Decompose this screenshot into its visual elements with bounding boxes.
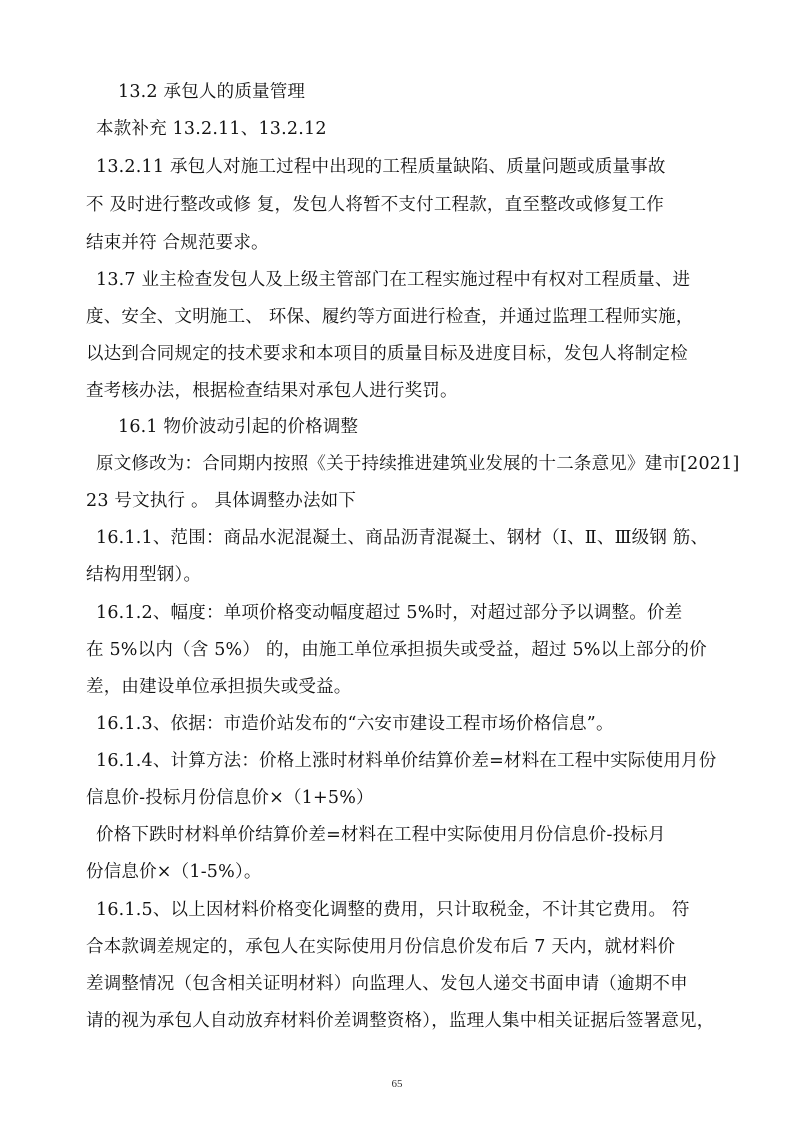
text-line: 13.2.11 承包人对施工过程中出现的工程质量缺陷、质量问题或质量事故 <box>96 157 666 177</box>
text-line: 本款补充 13.2.11、13.2.12 <box>96 119 327 139</box>
text-line: 差，由建设单位承担损失或受益。 <box>86 677 352 697</box>
text-line: 度、安全、文明施工、 环保、履约等方面进行检查，并通过监理工程师实施， <box>86 307 694 327</box>
text-line: 16.1.3、依据：市造价站发布的“六安市建设工程市场价格信息”。 <box>96 714 614 734</box>
text-line: 请的视为承包人自动放弃材料价差调整资格），监理人集中相关证据后签署意见， <box>86 1011 715 1031</box>
text-line: 差调整情况（包含相关证明材料）向监理人、发包人递交书面申请（逾期不申 <box>86 974 688 994</box>
text-line: 结构用型钢）。 <box>86 565 202 585</box>
text-line: 结束并符 合规范要求。 <box>86 233 269 253</box>
text-line: 16.1.5、以上因材料价格变化调整的费用，只计取税金，不计其它费用。 符 <box>96 900 690 920</box>
section-heading-13-2: 13.2 承包人的质量管理 <box>118 82 306 102</box>
text-line: 在 5%以内（含 5%） 的，由施工单位承担损失或受益，超过 5%以上部分的价 <box>86 640 707 660</box>
text-line: 16.1.4、计算方法：价格上涨时材料单价结算价差=材料在工程中实际使用月份 <box>96 751 717 771</box>
page-number: 65 <box>391 1078 403 1090</box>
text-line: 23 号文执行 。 具体调整办法如下 <box>86 491 357 511</box>
text-line: 以达到合同规定的技术要求和本项目的质量目标及进度目标，发包人将制定检 <box>86 344 688 364</box>
text-line: 份信息价×（1-5%）。 <box>86 862 262 882</box>
text-line: 16.1.2、幅度：单项价格变动幅度超过 5%时，对超过部分予以调整。价差 <box>96 603 683 623</box>
text-line: 13.7 业主检查发包人及上级主管部门在工程实施过程中有权对工程质量、进 <box>96 270 691 290</box>
text-line: 价格下跌时材料单价结算价差=材料在工程中实际使用月份信息价-投标月 <box>96 825 666 845</box>
text-line: 查考核办法，根据检查结果对承包人进行奖罚。 <box>86 381 458 401</box>
text-line: 原文修改为：合同期内按照《关于持续推进建筑业发展的十二条意见》建市[2021] <box>96 454 740 474</box>
text-line: 16.1.1、范围：商品水泥混凝土、商品沥青混凝土、钢材（Ⅰ、Ⅱ、Ⅲ级钢 筋、 <box>96 528 709 548</box>
text-line: 合本款调差规定的，承包人在实际使用月份信息价发布后 7 天内，就材料价 <box>86 937 676 957</box>
section-heading-16-1: 16.1 物价波动引起的价格调整 <box>118 417 359 437</box>
text-line: 不 及时进行整改或修 复，发包人将暂不支付工程款，直至整改或修复工作 <box>86 195 664 215</box>
text-line: 信息价-投标月份信息价×（1+5%） <box>86 788 374 808</box>
